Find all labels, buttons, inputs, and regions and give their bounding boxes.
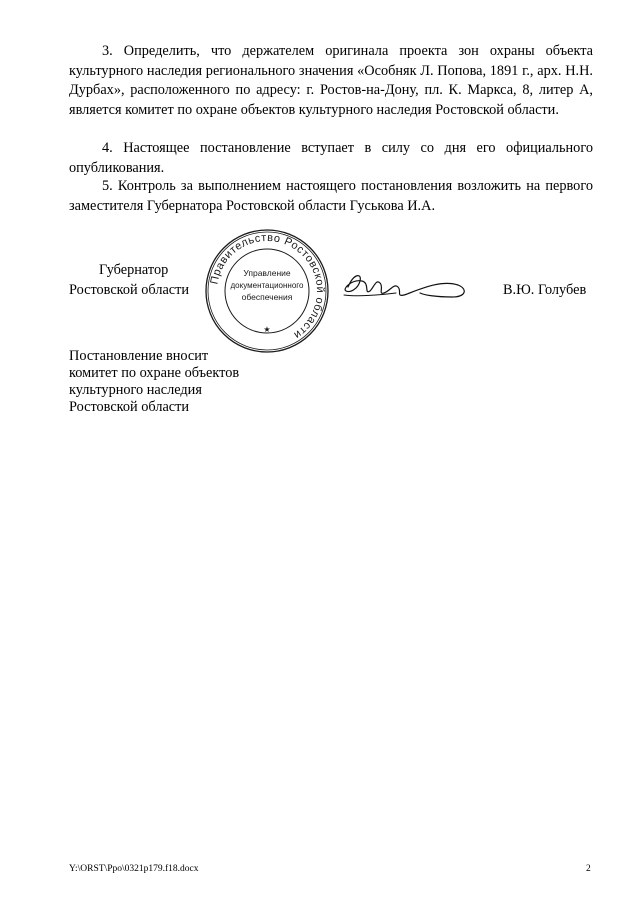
page-number: 2	[586, 864, 591, 874]
seal-star-icon: ★	[263, 325, 271, 334]
submitted-by-line3: культурного наследия	[69, 382, 202, 398]
paragraph-4: 4. Настоящее постановление вступает в силу со дня его официального опубликования.	[69, 140, 593, 176]
paragraph-5: 5. Контроль за выполнением настоящего постановления возложить на первого заместителя Губернатора Ростовской области Гуськова И.А.	[69, 178, 593, 214]
signatory-name: В.Ю. Голубев	[503, 282, 587, 298]
seal-inner-line1: Управление	[243, 268, 291, 278]
paragraph-3: 3. Определить, что держателем оригинала проекта зон охраны объекта культурного наследия регионального значения «Особняк Л. Попова, 1891 г., арх. Н.Н. Дурбах», расположенного по адресу: г. Ростов-на-Дону, пл. К. Маркса, 8, литер А, является комитет по охране объектов культурного наследия Ростовской области.	[69, 43, 593, 118]
signatory-title	[69, 261, 199, 300]
submitted-by-line2: комитет по охране объектов	[69, 365, 240, 381]
submitted-by-line1: Постановление вносит	[69, 348, 209, 364]
submitted-by-line4: Ростовской области	[69, 399, 190, 415]
submitted-by-note	[69, 348, 239, 416]
footer-file-path: Y:\ORST\Ppo\0321p179.f18.docx	[69, 864, 199, 874]
official-seal	[204, 228, 330, 354]
seal-inner-line2: документационного	[230, 281, 304, 290]
signatory-title-line1: Губернатор	[99, 262, 169, 278]
seal-inner-line3: обеспечения	[241, 292, 293, 302]
handwritten-signature	[340, 265, 480, 305]
signatory-title-line2: Ростовской области	[69, 281, 190, 298]
seal-ring-text: Правительство Ростовской области	[208, 231, 327, 342]
